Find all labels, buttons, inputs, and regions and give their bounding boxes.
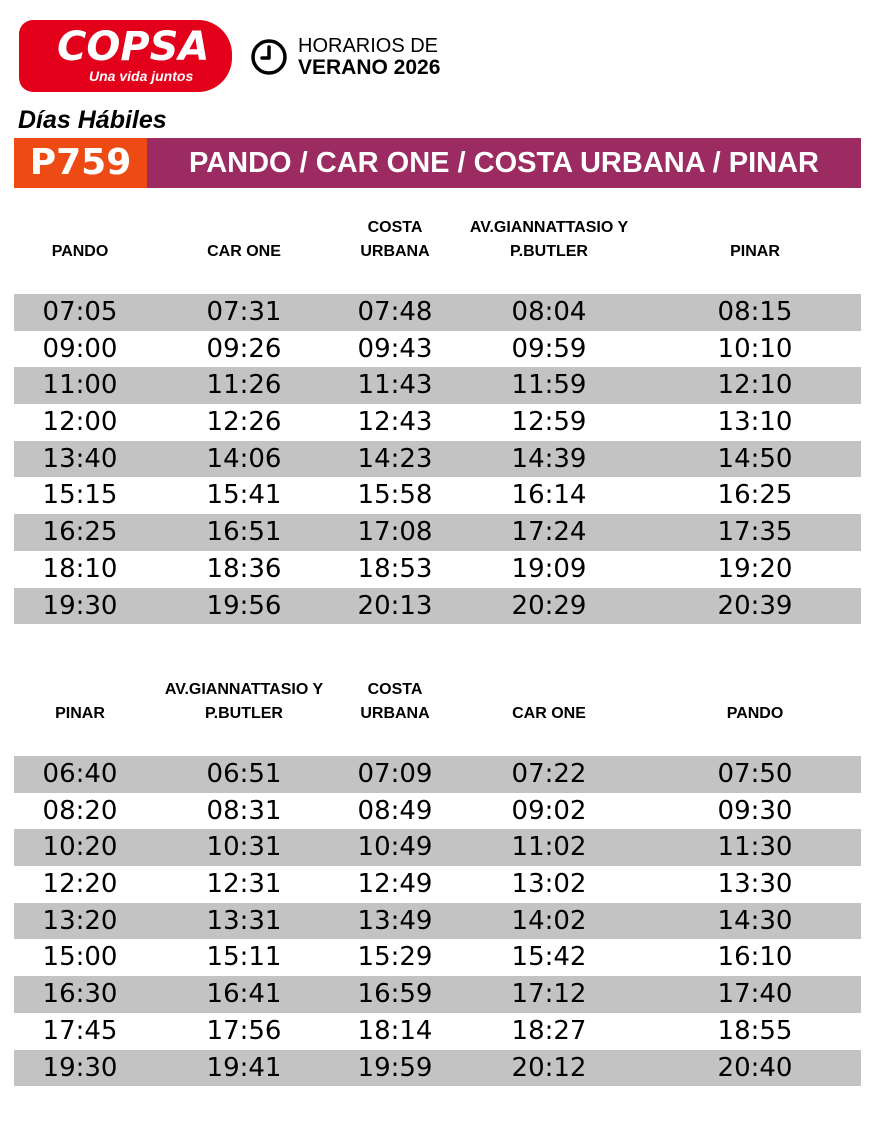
time-cell: 11:00: [42, 370, 118, 401]
time-cell: 11:43: [357, 370, 433, 401]
time-cell: 12:59: [511, 407, 587, 438]
logo-brand: COPSA: [57, 24, 210, 70]
time-cell: 09:26: [206, 333, 282, 364]
time-cell: 11:59: [511, 370, 587, 401]
time-cell: 07:31: [206, 297, 282, 327]
time-cell: 17:56: [206, 1015, 282, 1046]
table-row: [14, 866, 861, 903]
copsa-logo: [19, 20, 232, 92]
time-cell: 06:40: [42, 759, 118, 789]
time-cell: 14:23: [357, 443, 433, 474]
outbound-timetable: [14, 210, 861, 624]
time-cell: 18:27: [511, 1015, 587, 1046]
time-cell: 16:10: [717, 942, 793, 973]
table-row: [14, 976, 861, 1013]
time-cell: 06:51: [206, 759, 282, 789]
time-cell: 14:50: [717, 443, 793, 474]
time-cell: 16:25: [717, 480, 793, 511]
time-cell: 15:15: [42, 480, 118, 511]
time-cell: 10:10: [717, 333, 793, 364]
time-cell: 12:49: [357, 869, 433, 900]
time-cell: 12:20: [42, 869, 118, 900]
table-row: [14, 514, 861, 551]
time-cell: 12:31: [206, 869, 282, 900]
time-cell: 14:30: [717, 905, 793, 936]
time-cell: 19:20: [717, 553, 793, 584]
time-cell: 09:00: [42, 333, 118, 364]
time-cell: 09:59: [511, 333, 587, 364]
time-cell: 19:30: [42, 590, 118, 621]
time-cell: 12:43: [357, 407, 433, 438]
time-cell: 13:02: [511, 869, 587, 900]
time-cell: 07:50: [717, 759, 793, 789]
season-line1: HORARIOS DE: [298, 35, 439, 57]
time-cell: 12:10: [717, 370, 793, 401]
column-header: AV.GIANNATTASIO Y P.BUTLER: [164, 681, 324, 722]
time-cell: 09:30: [717, 795, 793, 826]
table-row: [14, 367, 861, 404]
time-cell: 18:36: [206, 553, 282, 584]
table-row: [14, 588, 861, 625]
table-row: [14, 1050, 861, 1087]
outbound-header: [14, 210, 861, 294]
column-header: CAR ONE: [512, 705, 586, 722]
time-cell: 07:09: [357, 759, 433, 789]
time-cell: 18:14: [357, 1015, 433, 1046]
time-cell: 07:05: [42, 297, 118, 327]
time-cell: 15:00: [42, 942, 118, 973]
time-cell: 14:39: [511, 443, 587, 474]
time-cell: 09:43: [357, 333, 433, 364]
logo-tagline: Una vida juntos: [89, 68, 194, 84]
column-header: PANDO: [51, 243, 109, 260]
time-cell: 16:30: [42, 979, 118, 1010]
time-cell: 20:29: [511, 590, 587, 621]
time-cell: 07:22: [511, 759, 587, 789]
table-row: [14, 939, 861, 976]
time-cell: 16:14: [511, 480, 587, 511]
table-row: [14, 404, 861, 441]
time-cell: 13:20: [42, 905, 118, 936]
time-cell: 17:08: [357, 517, 433, 548]
table-row: [14, 903, 861, 940]
time-cell: 18:53: [357, 553, 433, 584]
table-row: [14, 441, 861, 478]
time-cell: 15:41: [206, 480, 282, 511]
time-cell: 17:12: [511, 979, 587, 1010]
time-cell: 11:30: [717, 832, 793, 863]
time-cell: 11:02: [511, 832, 587, 863]
time-cell: 20:12: [511, 1052, 587, 1083]
column-header: PINAR: [730, 243, 780, 260]
time-cell: 07:48: [357, 297, 433, 327]
outbound-rows: [14, 294, 861, 624]
time-cell: 15:11: [206, 942, 282, 973]
table-row: [14, 294, 861, 331]
time-cell: 15:58: [357, 480, 433, 511]
table-row: [14, 793, 861, 830]
time-cell: 15:29: [357, 942, 433, 973]
table-row: [14, 551, 861, 588]
inbound-rows: [14, 756, 861, 1086]
table-row: [14, 331, 861, 368]
time-cell: 17:40: [717, 979, 793, 1010]
header: [0, 0, 879, 100]
time-cell: 19:41: [206, 1052, 282, 1083]
column-header: COSTA URBANA: [360, 681, 430, 722]
time-cell: 10:20: [42, 832, 118, 863]
time-cell: 17:35: [717, 517, 793, 548]
column-header: CAR ONE: [207, 243, 281, 260]
route-code: P759: [14, 138, 147, 188]
time-cell: 20:13: [357, 590, 433, 621]
time-cell: 17:24: [511, 517, 587, 548]
time-cell: 18:10: [42, 553, 118, 584]
time-cell: 08:31: [206, 795, 282, 826]
time-cell: 13:30: [717, 869, 793, 900]
season-line2: VERANO 2026: [298, 56, 441, 79]
time-cell: 19:59: [357, 1052, 433, 1083]
inbound-header: [14, 672, 861, 756]
column-header: PANDO: [726, 705, 784, 722]
time-cell: 20:39: [717, 590, 793, 621]
time-cell: 14:06: [206, 443, 282, 474]
column-header: AV.GIANNATTASIO Y P.BUTLER: [469, 219, 629, 260]
route-bar: [14, 138, 861, 188]
time-cell: 16:59: [357, 979, 433, 1010]
time-cell: 16:41: [206, 979, 282, 1010]
time-cell: 08:49: [357, 795, 433, 826]
time-cell: 19:30: [42, 1052, 118, 1083]
time-cell: 11:26: [206, 370, 282, 401]
time-cell: 14:02: [511, 905, 587, 936]
day-type-label: Días Hábiles: [18, 106, 167, 134]
table-row: [14, 829, 861, 866]
season-title: [298, 35, 440, 79]
time-cell: 13:31: [206, 905, 282, 936]
time-cell: 12:26: [206, 407, 282, 438]
time-cell: 08:04: [511, 297, 587, 327]
route-name: PANDO / CAR ONE / COSTA URBANA / PINAR: [147, 138, 861, 188]
time-cell: 19:56: [206, 590, 282, 621]
time-cell: 18:55: [717, 1015, 793, 1046]
table-row: [14, 477, 861, 514]
time-cell: 10:49: [357, 832, 433, 863]
time-cell: 08:15: [717, 297, 793, 327]
time-cell: 16:25: [42, 517, 118, 548]
time-cell: 10:31: [206, 832, 282, 863]
table-row: [14, 1013, 861, 1050]
column-header: PINAR: [55, 705, 105, 722]
time-cell: 17:45: [42, 1015, 118, 1046]
clock-icon: [250, 38, 288, 76]
inbound-timetable: [14, 672, 861, 1086]
time-cell: 15:42: [511, 942, 587, 973]
time-cell: 13:40: [42, 443, 118, 474]
time-cell: 09:02: [511, 795, 587, 826]
time-cell: 19:09: [511, 553, 587, 584]
time-cell: 16:51: [206, 517, 282, 548]
time-cell: 20:40: [717, 1052, 793, 1083]
time-cell: 13:10: [717, 407, 793, 438]
time-cell: 08:20: [42, 795, 118, 826]
time-cell: 13:49: [357, 905, 433, 936]
table-row: [14, 756, 861, 793]
column-header: COSTA URBANA: [360, 219, 430, 260]
time-cell: 12:00: [42, 407, 118, 438]
